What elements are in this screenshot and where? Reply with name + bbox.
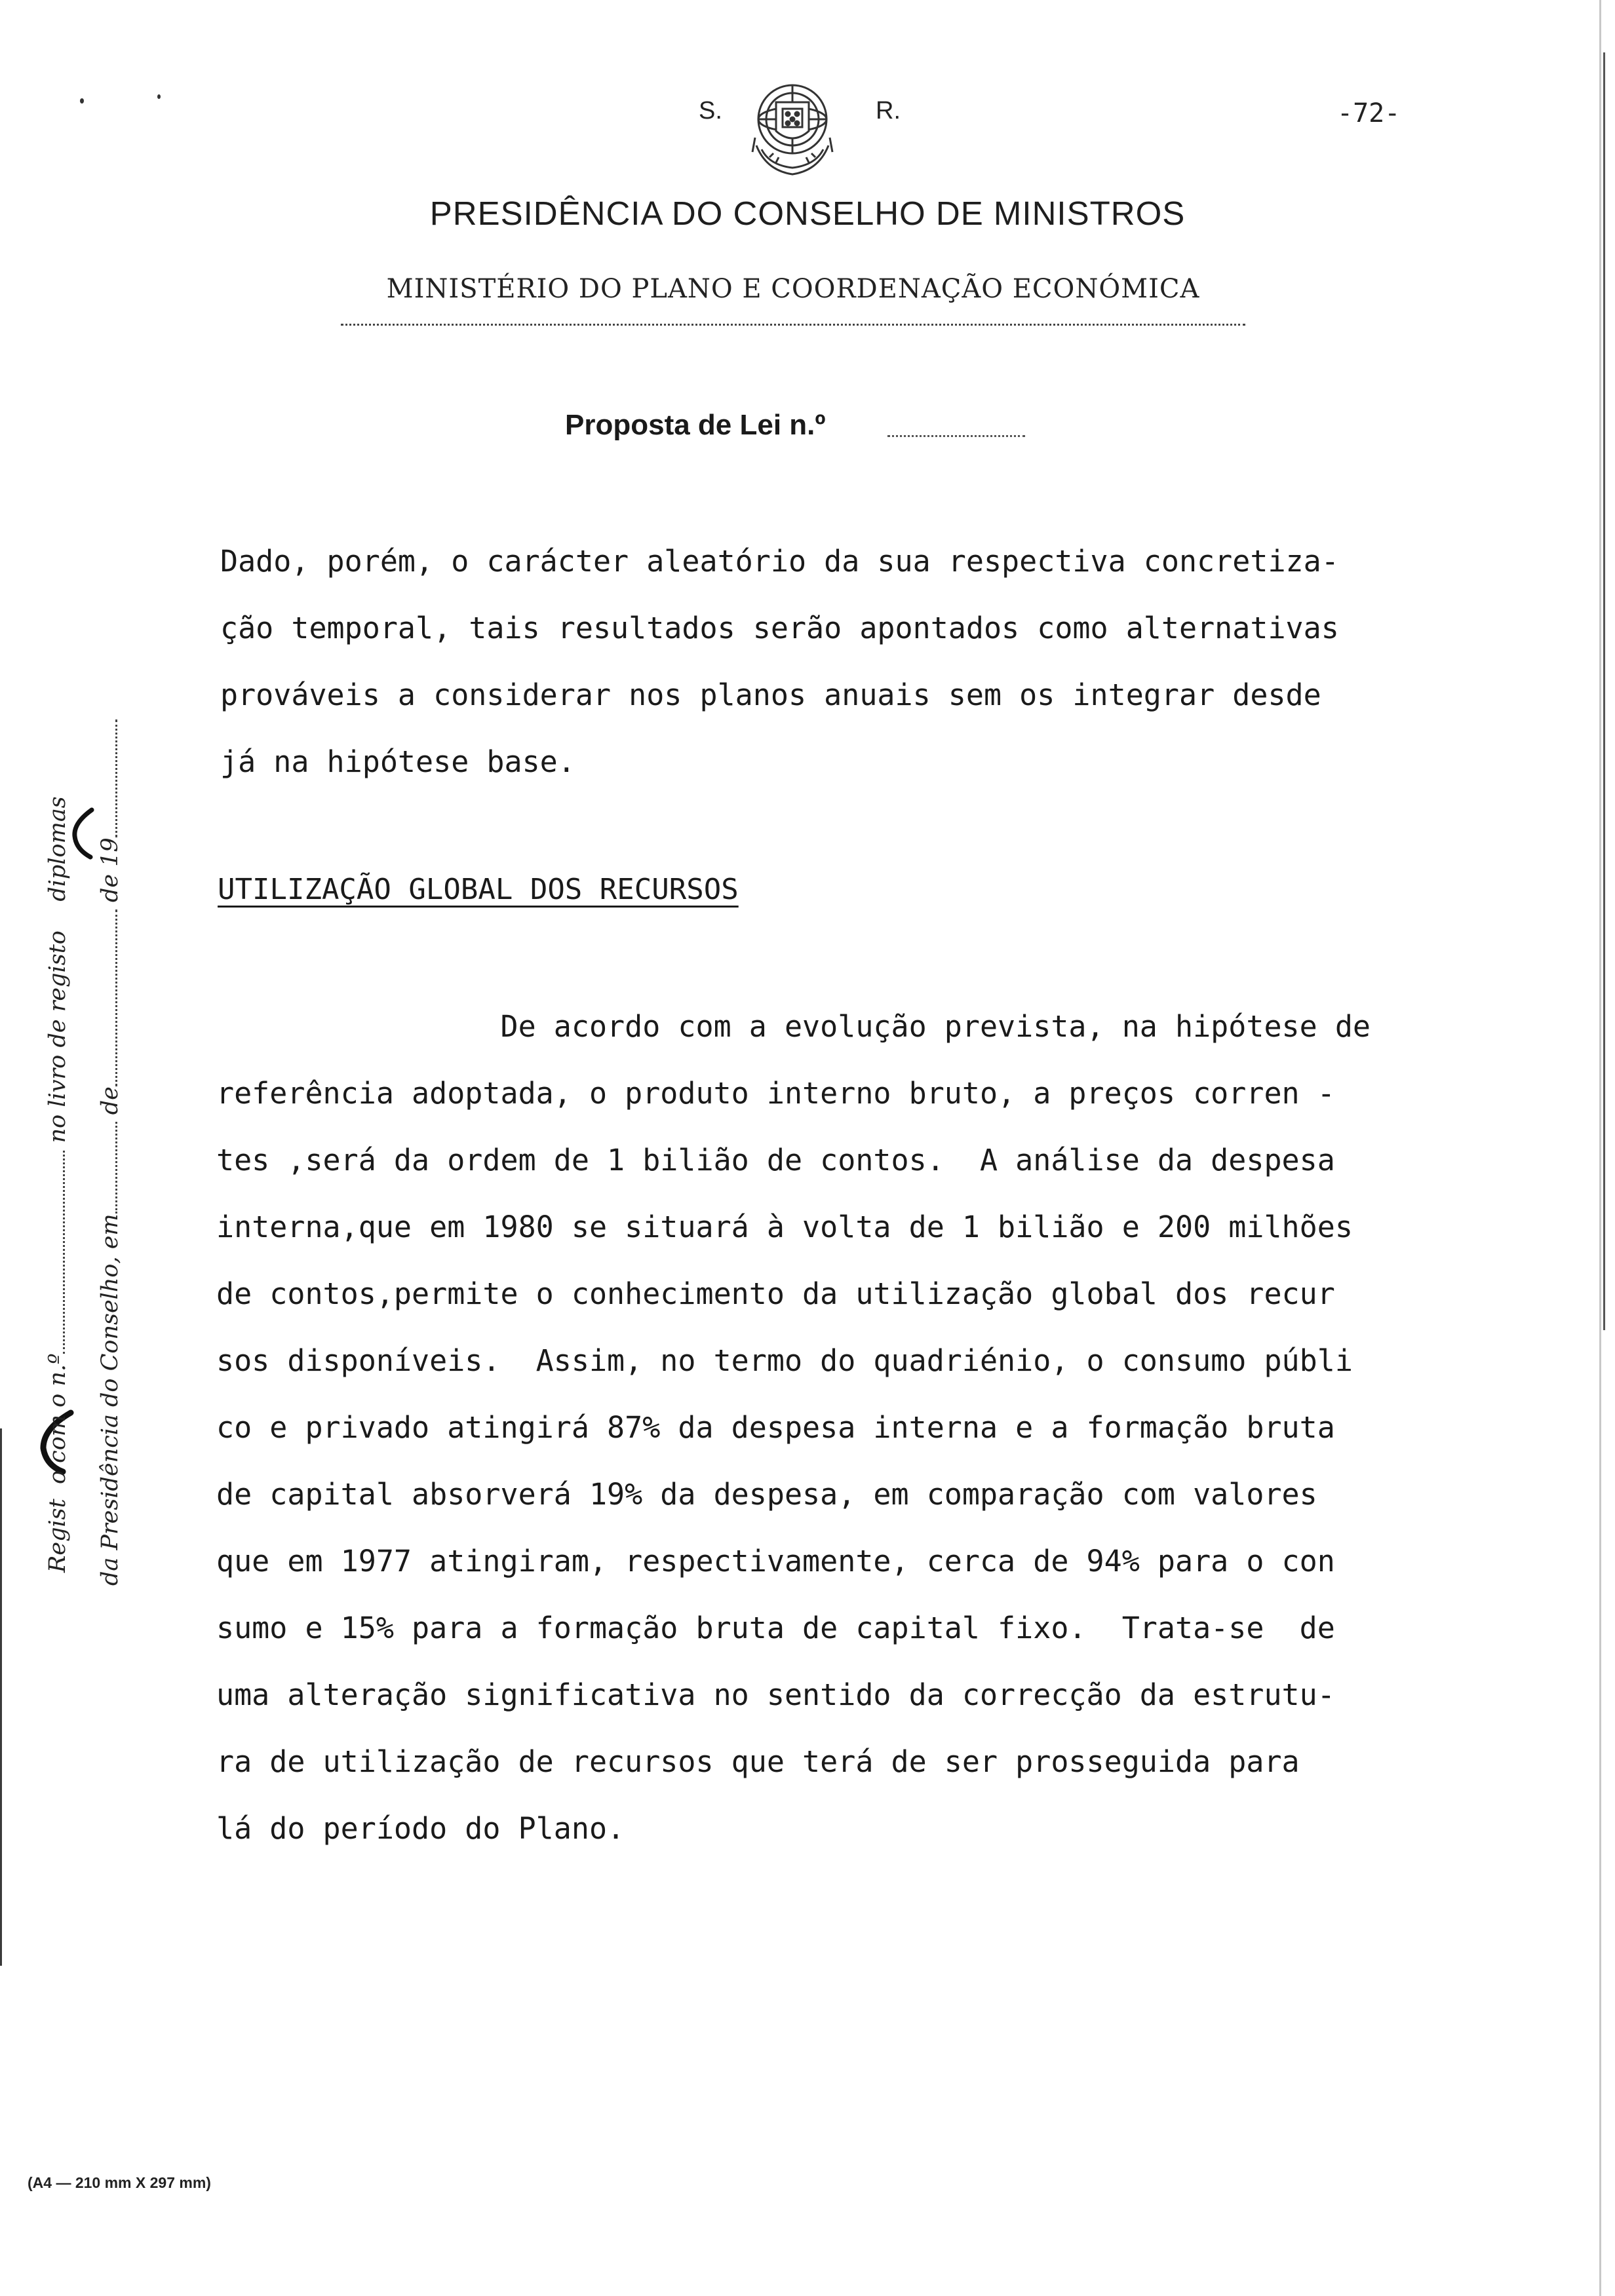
- margin-register-text: da Presidência do Conselho, em: [97, 1214, 123, 1586]
- seal-right-letter: R.: [876, 97, 901, 124]
- letterhead-seal-row: [0, 72, 1615, 203]
- paragraph-line: que em 1977 atingiram, respectivamente, cerca de 94% para o con: [216, 1544, 1335, 1578]
- paragraph-line: ra de utilização de recursos que terá de ser prosseguida para: [216, 1744, 1300, 1779]
- paragraph-line: ção temporal, tais resultados serão apontados como alternativas: [220, 611, 1339, 645]
- margin-register-line-2: [97, 719, 123, 1586]
- paragraph-line: já na hipótese base.: [220, 744, 575, 779]
- proposal-number-blank: [887, 435, 1025, 437]
- paragraph-line: co e privado atingirá 87% da despesa interna e a formação bruta: [216, 1410, 1335, 1445]
- margin-register-blank: [115, 909, 117, 1086]
- paragraph-line: de capital absorverá 19% da despesa, em comparação com valores: [216, 1477, 1317, 1512]
- margin-register-text: no livro de registo: [45, 930, 71, 1143]
- scan-left-edge: [0, 1428, 2, 1966]
- margin-register-blank: [115, 1122, 117, 1214]
- paragraph-line: sos disponíveis. Assim, no termo do quadriénio, o consumo públi: [216, 1343, 1353, 1378]
- seal-left-letter: S.: [699, 97, 722, 124]
- paragraph-line: De acordo com a evolução prevista, na hipótese de: [216, 1009, 1371, 1044]
- proposal-title: Proposta de Lei n.º: [565, 409, 826, 441]
- margin-register-text: de 19: [97, 837, 123, 902]
- scan-right-edge: [1599, 0, 1601, 2296]
- paper-format-note: (A4 — 210 mm X 297 mm): [28, 2174, 211, 2191]
- margin-register-blank: [115, 719, 117, 837]
- paragraph-1: [220, 544, 1339, 779]
- paragraph-line: prováveis a considerar nos planos anuais sem os integrar desde: [220, 678, 1321, 712]
- margin-register-text: o com o n.º: [45, 1353, 71, 1485]
- paragraph-line: interna,que em 1980 se situará à volta de 1 bilião e 200 milhões: [216, 1210, 1353, 1244]
- margin-register-text: Regist: [45, 1499, 71, 1573]
- portuguese-coat-of-arms-icon: [737, 72, 848, 183]
- paragraph-line: sumo e 15% para a formação bruta de capital fixo. Trata-se de: [216, 1611, 1335, 1645]
- paragraph-line: de contos,permite o conhecimento da utilização global dos recur: [216, 1276, 1335, 1311]
- scan-right-edge-dark: [1603, 52, 1605, 1330]
- paragraph-line: uma alteração significativa no sentido da correcção da estrutu-: [216, 1677, 1335, 1712]
- page-number: -72-: [1337, 98, 1401, 128]
- ministry-title: MINISTÉRIO DO PLANO E COORDENAÇÃO ECONÓMICA: [386, 274, 1200, 304]
- margin-register-blank: [63, 1151, 65, 1354]
- margin-register-line-1: [45, 796, 71, 1573]
- presidency-title: PRESIDÊNCIA DO CONSELHO DE MINISTROS: [429, 195, 1186, 232]
- paragraph-line: referência adoptada, o produto interno bruto, a preços corren -: [216, 1076, 1335, 1111]
- paragraph-line: tes ,será da ordem de 1 bilião de contos. A análise da despesa: [216, 1143, 1335, 1177]
- paragraph-2: [216, 1009, 1371, 1846]
- margin-register-text: de: [97, 1086, 123, 1115]
- margin-register-text: diplomas: [45, 796, 71, 902]
- paragraph-line: Dado, porém, o carácter aleatório da sua respectiva concretiza-: [220, 544, 1339, 579]
- section-heading: UTILIZAÇÃO GLOBAL DOS RECURSOS: [218, 873, 739, 906]
- paragraph-line: lá do período do Plano.: [216, 1811, 625, 1846]
- margin-bracket-small-icon: [69, 807, 96, 860]
- ministry-dotted-rule: [341, 324, 1245, 326]
